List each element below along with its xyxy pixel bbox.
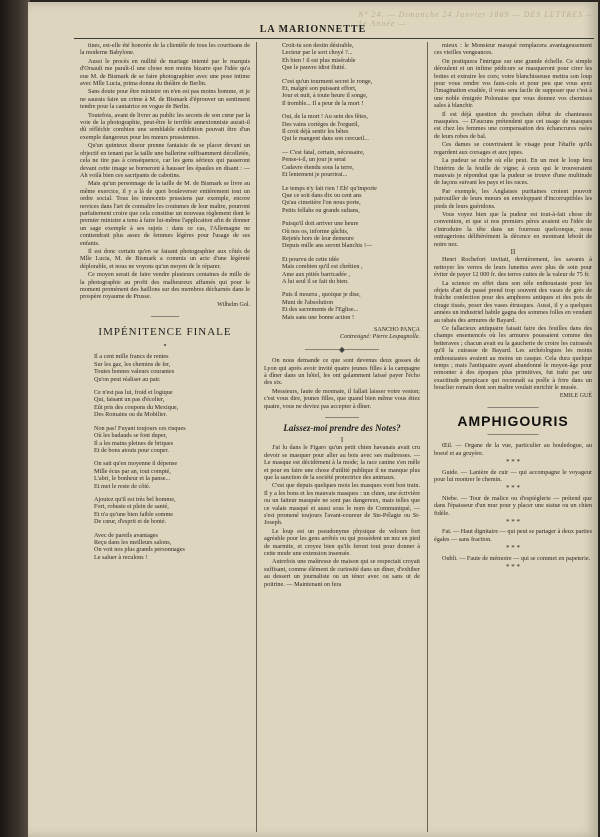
paragraph: Il est donc certain qu'en se faisant photographier aux côtés de Mlle Lucia, M. de Bismark a commis un acte d'une légèreté déplorable, et nous ne voyons qu'un moyen de le réparer. bbox=[80, 247, 250, 270]
verse-line: Le temps n'y fait rien ! Eh! qu'importe bbox=[282, 184, 377, 192]
verse-line: Et lentement je pourrirai... bbox=[282, 171, 348, 179]
definitions-list bbox=[434, 442, 592, 571]
header-rule bbox=[74, 38, 594, 39]
verse-line: Avec de pareils avantages bbox=[94, 531, 158, 539]
ornament-divider: • bbox=[163, 341, 167, 351]
stanza bbox=[282, 220, 420, 250]
verse-line: Ce n'est pas lui, froid et logique bbox=[94, 389, 173, 397]
para-lyon: On nous demande ce que sont devenus deux gosses de Lyon qui après avoir invité quatre jeunes filles à la campagne à dîner dans un hôtel, les ont galamment laissé payer l'écho des six. bbox=[264, 357, 420, 387]
paragraph: Vous voyez bien que la pudeur est tout-à-fait chose de convention, et que si nos premiers pères avaient eu l'idée de s'introduire la tête dans un fourreau quelconque, nous ontragerions délibérément la décence en montrant leboût de notre nez. bbox=[434, 210, 592, 248]
stanza bbox=[282, 185, 420, 215]
column-divider-1 bbox=[256, 42, 257, 832]
column-divider-2 bbox=[427, 42, 428, 832]
notes-title: Laissez-moi prendre des Notes? bbox=[283, 423, 401, 434]
definition-entry: Niebe. — Tour de malice ou d'espièglerie — prétend que dans l'épaisseur d'un mur pour y placer une statue ou un chien fidèle. bbox=[434, 494, 592, 517]
verse-line: Rejetés hors de leur demeure bbox=[282, 234, 354, 242]
paragraph: C'est que depuis quelques mois les masques vont bon train. Il y a les bons et les mauvais masques : un chien, une écrivière ou un faiteur masquée ne sont pas dangereux, mais telles que ce valais masqué et aussi sous le nom de Communiqué, — s'est promené toujours l'avant-coureur de Ste-Pélagie ou St-Joseph. bbox=[264, 482, 420, 527]
verse-line: Et, malgré son puissant effort, bbox=[282, 85, 357, 93]
article-bismark bbox=[80, 42, 250, 301]
poem-body bbox=[80, 353, 250, 561]
paragraph: Par exemple, les Anglaises puritaines croient pouvoir patrouiller de leurs mœurs en enveloppant d'incorruptibles les pieds de leurs guéridons. bbox=[434, 187, 592, 210]
stanza bbox=[282, 42, 420, 72]
verse-line: Sur les gaz, les chemins de fer, bbox=[94, 360, 171, 368]
stanza bbox=[94, 496, 250, 526]
verse-line: Et pourvu de cette idée bbox=[282, 255, 340, 263]
definition-entry: Fat. — Haut dignitaire — qui peut se partager à deux parties égales — sans fraction. bbox=[434, 528, 592, 543]
paragraph: Aussi le procès en nullité de mariage intenté par le marquis d'Orsault me paraît-il une chose non moins bizarre que l'idée qu'a eue M. de Bismark de se faire photographier avec une pose intime avec Mlle Lucia, prima donna du théâtre de Berlin. bbox=[80, 57, 250, 88]
verse-line: On sait qu'en moyenne il dépense bbox=[94, 460, 178, 468]
verse-line: Croit-tu son destin désirable, bbox=[282, 42, 354, 49]
verse-line: Mais sans une bonne action ! bbox=[282, 313, 354, 321]
column-2 bbox=[264, 42, 420, 589]
column-3 bbox=[434, 42, 592, 573]
verse-line: Et de bons atouts pour couper. bbox=[94, 446, 169, 454]
verse-line: Des Romains ou du Mobilier. bbox=[94, 411, 168, 419]
stanza bbox=[94, 460, 250, 490]
verse-line: L'abri, le bonheur et la panse... bbox=[94, 475, 171, 483]
stanza bbox=[282, 113, 420, 143]
verse-line: Muni de l'absolution bbox=[282, 298, 333, 306]
verse-line: Il a les mains pleines de briques bbox=[94, 439, 174, 447]
verse-line: Reçu dans les meilleurs salons, bbox=[94, 538, 172, 546]
ornament-divider: ───────── bbox=[487, 403, 539, 413]
para-messieurs: Messieurs, faute de monnaie, il fallait laisser votre veston; c'est vous dire, jeunes filles, que quand bien même vous étiez quatre, vous ne deviez pas accepter à dîner. bbox=[264, 387, 420, 410]
paragraph: Le loup est un pseudonyme physique de velours fort agréable pour les gens arrêtés ou qui possèdent un nez en pied de marmite, et croyez bien qu'ils feront tout pour donner à cette mode une extension insensée. bbox=[264, 527, 420, 557]
verse-line: Il tremble... Il a peur de la mort ! bbox=[282, 99, 364, 107]
stanza bbox=[282, 78, 420, 108]
verse-line: A lui seul il se fait du bien. bbox=[282, 277, 349, 285]
verse-line: Jour et nuit, à toute heure il songe, bbox=[282, 92, 368, 100]
verse-line: Qui, faisant un pas d'écolier, bbox=[94, 396, 165, 404]
definition-entry: Œil. — Organe de la vue, particulier au bouledogue, au boeuf et au gruyère. bbox=[434, 442, 592, 457]
signature-gol: Wilhelm Gol. bbox=[217, 301, 250, 308]
signature-sancho: SANCHO PANÇA bbox=[374, 327, 420, 333]
verse-line: Cadavre étendu sous la terre, bbox=[282, 163, 354, 171]
verse-line: Puis il mourra , quoique je dise, bbox=[282, 291, 361, 299]
paragraph: Il est déjà question du prochain début de chanteuses masquées. — D'aucuns prétendent que cet usage de masques est chez les femmes une compensation des échancrures osées de leurs robes de bal. bbox=[434, 110, 592, 140]
verse-line: Eh bien ! il est plus misérable bbox=[282, 56, 356, 64]
paragraph: Ce moyen serait de faire vendre plusieurs centaines de mille de la photographie au profit des malheureux affamés qui pour le moment promènent des haillons sur des membres décharnés dans le prospère royaume de Prusse. bbox=[80, 271, 250, 301]
verse-line: Et des sacrements de l'Eglise... bbox=[282, 306, 359, 314]
verse-line: Qu'on peut réaliser au pair. bbox=[94, 375, 161, 383]
verse-line: Eût pris des coupons du Mexique, bbox=[94, 403, 179, 411]
poem-title: IMPÉNITENCE FINALE bbox=[98, 325, 232, 338]
star-separator: * * * bbox=[506, 458, 520, 467]
paragraph: Ce fallacieux antiquaire faisait faire des feuilles dans des champs ensemencés où les armures poussaient comme des betteraves ; chacun avait eu la gaucherie de croire les cuirassés qu'il la cuirasse de Bayard. Les archéologues les moins enthousiastes avaient au moins un casque. Cela dura quelque temps ; mais l'antiquaire ayant abandonné le moyen-âge pour remonter à des époques plus primitives, fut trahi par une exactitude perspicace qui reconnaît sa poêle à frire dans un bouclier romain dont son maître voulait enrichir le musée. bbox=[434, 325, 592, 392]
star-separator: * * * bbox=[506, 563, 520, 571]
verse-line: Depuis mille ans seront blanchis !— bbox=[282, 242, 373, 250]
ornament-divider: ───────── bbox=[487, 429, 539, 439]
verse-line: Où les badauds se font duper, bbox=[94, 432, 167, 440]
stanza bbox=[282, 149, 420, 179]
stanza bbox=[94, 425, 250, 455]
poem-continuation bbox=[264, 42, 420, 321]
verse-line: Il a cent mille francs de rentes bbox=[94, 353, 169, 361]
signature-countersign: Contresigné: Pierre Lespagnolle. bbox=[339, 334, 420, 341]
paragraph: La pudeur se niche où elle peut. En un mot le loup fera l'intérim de la feuille de vigne; à ceux qui le trouveraient mauvais je répondrai que la pudeur se trouve d'une multitude de façons suivant les pays et les races. bbox=[434, 157, 592, 187]
newspaper-page bbox=[28, 2, 598, 837]
paragraph: Ces dames se couvriraient le visage pour l'étaffe qu'ils regardent aux corsages et aux jupes. bbox=[434, 141, 592, 156]
verse-line: Mais combien qu'il est chrétien , bbox=[282, 263, 363, 271]
verse-line: Et n'a qu'une bien faible somme bbox=[94, 510, 174, 518]
paragraph: mieux : le Monsieur masqué remplacera avantageusement ces vieilles vengeances. bbox=[434, 42, 592, 57]
verse-line: Non pas! Fuyant toujours ces risques bbox=[94, 424, 186, 432]
verse-line: Toutes bonnes valeurs courantes bbox=[94, 368, 175, 376]
verse-line: Lecteur par le sort choyé ?... bbox=[282, 49, 353, 57]
verse-line: Mille écus par an, tout compté, bbox=[94, 467, 171, 475]
verse-line: Il croit déjà sentir les bêtes bbox=[282, 128, 349, 136]
ornament-divider: ───── bbox=[150, 312, 180, 322]
verse-line: Qu'au cimetière l'on nous porte, bbox=[282, 199, 361, 207]
paragraph: tines, est-elle été honorée de la clientèle de tous les courtisans de la moderne Babylone. bbox=[80, 42, 250, 57]
section-number: II bbox=[510, 247, 516, 256]
definition-entry: Guide. — Lanière de cuir — qui accompagne le voyageur pour lui montrer le chemin. bbox=[434, 468, 592, 483]
book-binding bbox=[0, 0, 30, 837]
masthead: LA MARIONNETTE bbox=[259, 24, 367, 35]
notes-continuation bbox=[434, 42, 592, 248]
paragraph: Toutefois, avant de livrer au public les secrets de son cœur par la voie de la photographie, peut-être le terrible annexionniste aurait-il dû réfléchir combien une semblable exhibition pouvait être d'un exemple dangereux pour les mœurs prussiennes. bbox=[80, 111, 250, 141]
amphigouris-title: AMPHIGOURIS bbox=[457, 412, 569, 429]
definition-entry: Oubli. — Faute de mémoire — qui se commet en papeterie. bbox=[442, 554, 591, 562]
stanza bbox=[94, 353, 250, 383]
verse-line: Fort, robuste et plein de santé, bbox=[94, 503, 169, 511]
verse-line: — C'est fatal, certain, nécessaire, bbox=[282, 148, 365, 156]
verse-line: Ajoutez qu'il est très bel homme, bbox=[94, 495, 176, 503]
verse-line: Où nos os, informe gâchis, bbox=[282, 227, 349, 235]
stanza bbox=[94, 389, 250, 419]
verse-line: On voit nos plus grands personnages bbox=[94, 546, 185, 554]
verse-line: C'est qu'un tourment secret le ronge, bbox=[282, 77, 373, 85]
notes-part-two bbox=[434, 256, 592, 391]
verse-line: Le saluer à reculons ! bbox=[94, 553, 148, 561]
section-number: I bbox=[340, 435, 344, 444]
stanza bbox=[94, 532, 250, 562]
paragraph: On pratiquera l'intrigue sur une grande échelle. Ce simple déroulent et un infime pédicure se masqueront pour cirer les bottes et extraire les cors; votre blanchisseuse mettra son loup pour vous rendre vos faux-cols et pour peu que vous ayez l'imagination exaltée, il vous sera facile de supposer que c'est à une noble émigrée Polonaise que vous donnez vos chemises sales à blanchir. bbox=[434, 57, 592, 110]
paragraph: Mais qu'un personnage de la taille de M. de Bismark se livre au même exercice, il y a là de quoi bouleverser entièrement tout un ordre social. Tous les innocents prussiens par exemple, encore novices dans l'art de connaître les coutumes de leur maître, pourront parfaitement croire que cela constitue un nouveau règlement dont le premier ministre a tenu à faire lui-même l'application afin de donner un sage exemple à ses sujets : dans ce cas, l'Allemagne ne contiendrait plus assez de femmes légères pour l'usage de ses enfants. bbox=[80, 180, 250, 247]
paragraph: Henri Rochefort invitait, dernièrement, les savants à nettoyer les verres de leurs lunettes avec plus de soin pour éviter de payer 12 000 fr. des terres cuites de la valeur de 75 fr. bbox=[434, 256, 592, 279]
verse-line: Que ce soit dans dix ou cent ans bbox=[282, 191, 362, 199]
paragraph: Autrefois une maîtresse de maison qui se respectait croyait suffisant, comme élément de curiosité dans un dîner, d'exhiber au dessert un journaliste ou un ténor avec ou sans ut de poitrine. — Maintenant on fera bbox=[264, 558, 420, 588]
verse-line: De cœur, d'esprit et de bonté. bbox=[94, 518, 167, 526]
verse-line: Des vains cortèges de l'orgueil, bbox=[282, 120, 360, 128]
paragraph: J'ai lu dans le Figaro qu'un petit chien havanais avait cru devoir se masquer pour aller au bois avec ses maîtresses. — Le masque est décidément à la mode; la race canine s'en mêle et pour en faire une chose d'utilité publique il ne manque plus que la sanction de la société protectrice des animaux. bbox=[264, 444, 420, 481]
faded-header-line: N° 24. — Dimanche 24 Janvier 1869 — DES LETTRES — 1e Année — bbox=[358, 10, 595, 28]
verse-line: Qui le mangent dans son cercueil... bbox=[282, 135, 369, 143]
verse-line: Puisqu'il doit arriver une heure bbox=[282, 220, 359, 228]
column-1 bbox=[80, 42, 250, 567]
stanza bbox=[282, 291, 420, 321]
ornament-divider: ────── bbox=[324, 413, 359, 423]
verse-line: Ame aux pitiés barricadée , bbox=[282, 270, 350, 278]
star-separator: * * * bbox=[506, 517, 520, 526]
star-separator: * * * bbox=[506, 484, 520, 493]
verse-line: Oui, de la mort ! Au sein des fêtes, bbox=[282, 113, 368, 121]
paragraph: La science en effet dans son zèle enthousiaste pour les objets d'art du passé prend trop souvent des vases de grès de fraîche confection pour des amphores antiques et des pots de cirage tissés, poser des vases étrusques. Aussi, il y a quelques années un industriel habile gagna des sommes folles en vendant au rabais des armures de Bayard. bbox=[434, 279, 592, 324]
stanza bbox=[282, 256, 420, 286]
verse-line: Petits fellahs ou grands sultans, bbox=[282, 206, 360, 214]
verse-line: Et met le reste de côté. bbox=[94, 482, 151, 490]
ornament-divider: ──────◆────── bbox=[304, 344, 380, 354]
signature-emile: EMILE GUÉ bbox=[559, 392, 592, 399]
notes-body bbox=[264, 444, 420, 588]
verse-line: Que le pauvre idiot flutté. bbox=[282, 64, 346, 72]
paragraph: Sans doute pour être ministre on n'en est pas moins homme, et je ne saurais faire un crime à M. de Bismark d'éprouver un sentiment tendre pour la cantatrice en vogue de Berlin. bbox=[80, 88, 250, 111]
verse-line: Pense-t-il, un jour je serai bbox=[282, 156, 346, 164]
paragraph: Qu'un quinteux diseur prenne fantaisie de se placer devant un objectif en tenant par la taille une ballerine suffisamment décolletée, cela ne tire pas à conséquence, car les gens sérieux qui passeront devant cette image se borneront à hausser les épaules en disant : — Ah voilà bien ces sacripants de cabotins. bbox=[80, 142, 250, 179]
star-separator: * * * bbox=[506, 544, 520, 553]
